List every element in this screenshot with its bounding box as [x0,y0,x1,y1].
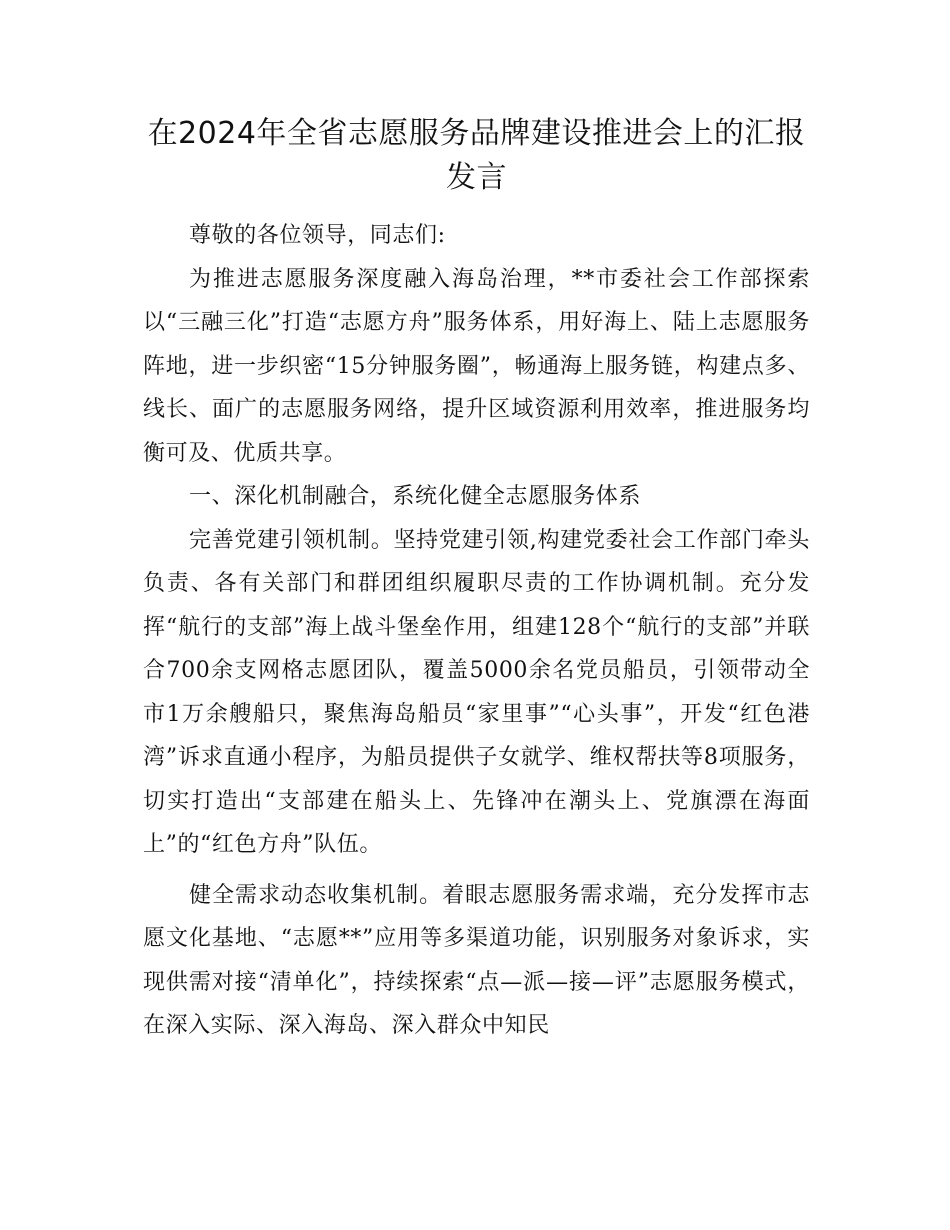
paragraph-party-building: 完善党建引领机制。坚持党建引领,构建党委社会工作部门牵头负责、各有关部门和群团组织履职尽责的工作协调机制。充分发挥“航行的支部”海上战斗堡垒作用，组建128个“航行的支部”并联合700余支网格志愿团队，覆盖5000余名党员船员，引领带动全市1万余艘船只，聚焦海岛船员“家里事”“心头事”，开发“红色港湾”诉求直通小程序，为船员提供子女就学、维权帮扶等8项服务，切实打造出“支部建在船头上、先锋冲在潮头上、党旗漂在海面上”的“红色方舟”队伍。 [143,527,810,857]
paragraph-intro: 为推进志愿服务深度融入海岛治理，**市委社会工作部探索以“三融三化”打造“志愿方舟”服务体系，用好海上、陆上志愿服务阵地，进一步织密“15分钟服务圈”，畅通海上服务链，构建点多、线长、面广的志愿服务网络，提升区域资源利用效率，推进服务均衡可及、优质共享。 [143,266,810,466]
document-title: 在2024年全省志愿服务品牌建设推进会上的汇报发言 [147,116,806,195]
section-heading: 一、深化机制融合，系统化健全志愿服务体系 [189,484,642,509]
salutation: 尊敬的各位领导，同志们: [189,223,446,248]
document-body [143,214,810,1048]
paragraph-demand-collection: 健全需求动态收集机制。着眼志愿服务需求端，充分发挥市志愿文化基地、“志愿**”应用等多渠道功能，识别服务对象诉求，实现供需对接“清单化”，持续探索“点—派—接—评”志愿服务模式，在深入实际、深入海岛、深入群众中知民 [143,882,810,1038]
document-page [143,112,810,1048]
